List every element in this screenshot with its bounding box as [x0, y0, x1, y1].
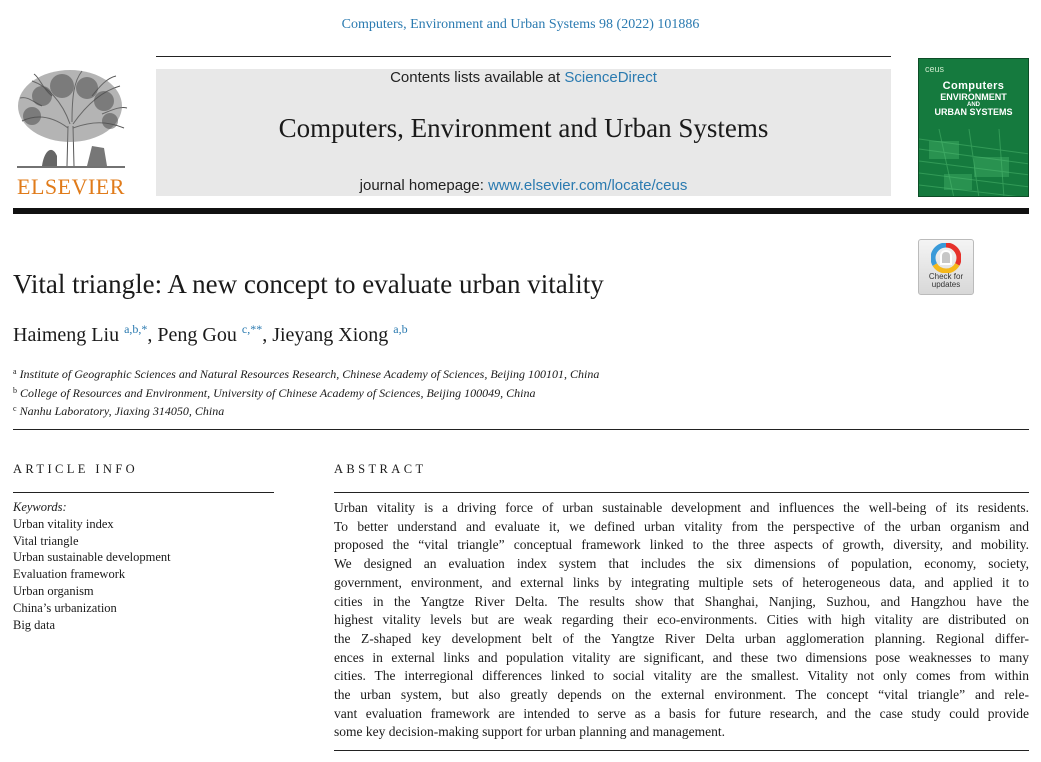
crossmark-icon [931, 243, 961, 273]
abstract-line: highest vitality levels but are weak regarding their eco-environments. Cities with high vitality are distributed on [334, 612, 1029, 628]
keyword-item: Urban sustainable development [13, 550, 171, 565]
author-name[interactable]: Haimeng Liu [13, 324, 120, 346]
affiliation-text: Nanhu Laboratory, Jiaxing 314050, China [19, 404, 225, 419]
abstract-line: cities in the Yangtze River Delta. The results show that Shanghai, Nanjing, Suzhou, and Hangzhou have the [334, 593, 1029, 609]
abstract-line: Urban vitality is a driving force of urban sustainable development and influences the well-being of its residents. [334, 500, 1029, 515]
cover-title-line3: AND [967, 101, 980, 108]
abstract-line: government, environment, and external links by integrating multiple sets of heterogeneous data, and applied it to [334, 574, 1029, 590]
abstract-bottom-rule [334, 750, 1029, 751]
affiliation-mark: a [13, 367, 17, 376]
author-affiliation-marks[interactable]: c,** [241, 322, 263, 336]
keyword-item: Vital triangle [13, 533, 79, 548]
sciencedirect-link[interactable]: ScienceDirect [564, 69, 657, 86]
affiliation-list [13, 364, 599, 420]
article-info-heading: ARTICLE INFO [13, 462, 139, 476]
affiliation-item [13, 401, 599, 420]
abstract-line: the Z-shaped key development belt of the Yangtze River Delta urban agglomeration planning. Regional differ- [334, 630, 1029, 646]
journal-banner [156, 69, 891, 196]
publisher-logo[interactable] [12, 66, 130, 200]
author-name[interactable]: Jieyang Xiong [272, 324, 389, 346]
keyword-item: Evaluation framework [13, 567, 126, 582]
abstract-line: proposed the “vital triangle” conceptual framework linked to the three aspects of growth, diversity, and mobility. [334, 537, 1029, 553]
affiliation-item [13, 364, 599, 383]
abstract-heading: ABSTRACT [334, 462, 427, 476]
affiliation-item [13, 383, 599, 402]
cover-title-line4: URBAN SYSTEMS [934, 107, 1013, 118]
abstract-body [334, 499, 1029, 742]
author-affiliation-marks[interactable]: a,b,* [124, 322, 148, 336]
journal-homepage [156, 177, 891, 194]
header-rule [156, 56, 891, 57]
abstract-rule [334, 492, 1029, 493]
keyword-item: Urban organism [13, 583, 94, 598]
keyword-item: Urban vitality index [13, 516, 114, 531]
author-name[interactable]: Peng Gou [157, 324, 237, 346]
elsevier-tree-logo-icon [12, 66, 130, 176]
affiliation-text: College of Resources and Environment, University of Chinese Academy of Sciences, Beijing 100049, China [20, 385, 536, 400]
section-divider [13, 429, 1029, 430]
article-info-rule [13, 492, 274, 493]
cover-tag: ceus [925, 64, 945, 74]
abstract-line: ences in external links and population vitality are significant, and these two dimensions pose weaknesses to many [334, 649, 1029, 665]
cover-art-icon [919, 129, 1029, 197]
abstract-line: cities. The interregional differences linked to social vitality are the smallest. Vitality not only comes from within [334, 668, 1029, 684]
homepage-link[interactable]: www.elsevier.com/locate/ceus [488, 177, 688, 194]
check-updates-line2: updates [931, 280, 961, 289]
cover-title-line2: ENVIRONMENT [940, 91, 1007, 102]
journal-title[interactable]: Computers, Environment and Urban Systems [278, 113, 769, 143]
affiliation-text: Institute of Geographic Sciences and Natural Resources Research, Chinese Academy of Sciences, Beijing 100101, China [19, 367, 600, 381]
elsevier-wordmark: ELSEVIER [17, 174, 125, 199]
header-divider [13, 208, 1029, 214]
author-separator: , [147, 324, 158, 346]
keyword-item: Big data [13, 617, 56, 632]
keywords-label: Keywords: [13, 500, 67, 514]
contents-available-text: Contents lists available at [390, 69, 565, 86]
homepage-label: journal homepage: [359, 177, 489, 194]
abstract-line: some key decision-making support for urban planning and management. [334, 724, 726, 740]
affiliation-mark: c [13, 404, 17, 414]
author-separator: , [262, 324, 273, 346]
abstract-line: the urban system, but also greatly depends on the external environment. The concept “vital triangle” and rele- [334, 687, 1029, 703]
cover-title [919, 81, 1028, 118]
journal-cover[interactable] [918, 58, 1029, 197]
check-updates-line1: Check for [928, 272, 964, 281]
keywords-list [13, 499, 171, 633]
cover-title-line1: Computers [942, 80, 1005, 92]
abstract-line: To better understand and evaluate it, we defined urban vitality from the perspective of the urban organism and [334, 518, 1029, 534]
abstract-line: We designed an evaluation index system that includes the six dimensions of population, economy, society, [334, 556, 1029, 572]
article-title: Vital triangle: A new concept to evaluate urban vitality [13, 269, 604, 299]
author-affiliation-marks[interactable]: a,b [393, 322, 408, 336]
author-list [13, 322, 408, 347]
abstract-line: vant evaluation framework are intended to serve as a basis for future research, and the case study could provide [334, 705, 1029, 721]
affiliation-mark: b [13, 385, 17, 395]
keyword-item: China’s urbanization [13, 600, 117, 615]
check-for-updates-button[interactable] [918, 239, 974, 295]
journal-citation[interactable]: Computers, Environment and Urban Systems 98 (2022) 101886 [341, 17, 700, 32]
